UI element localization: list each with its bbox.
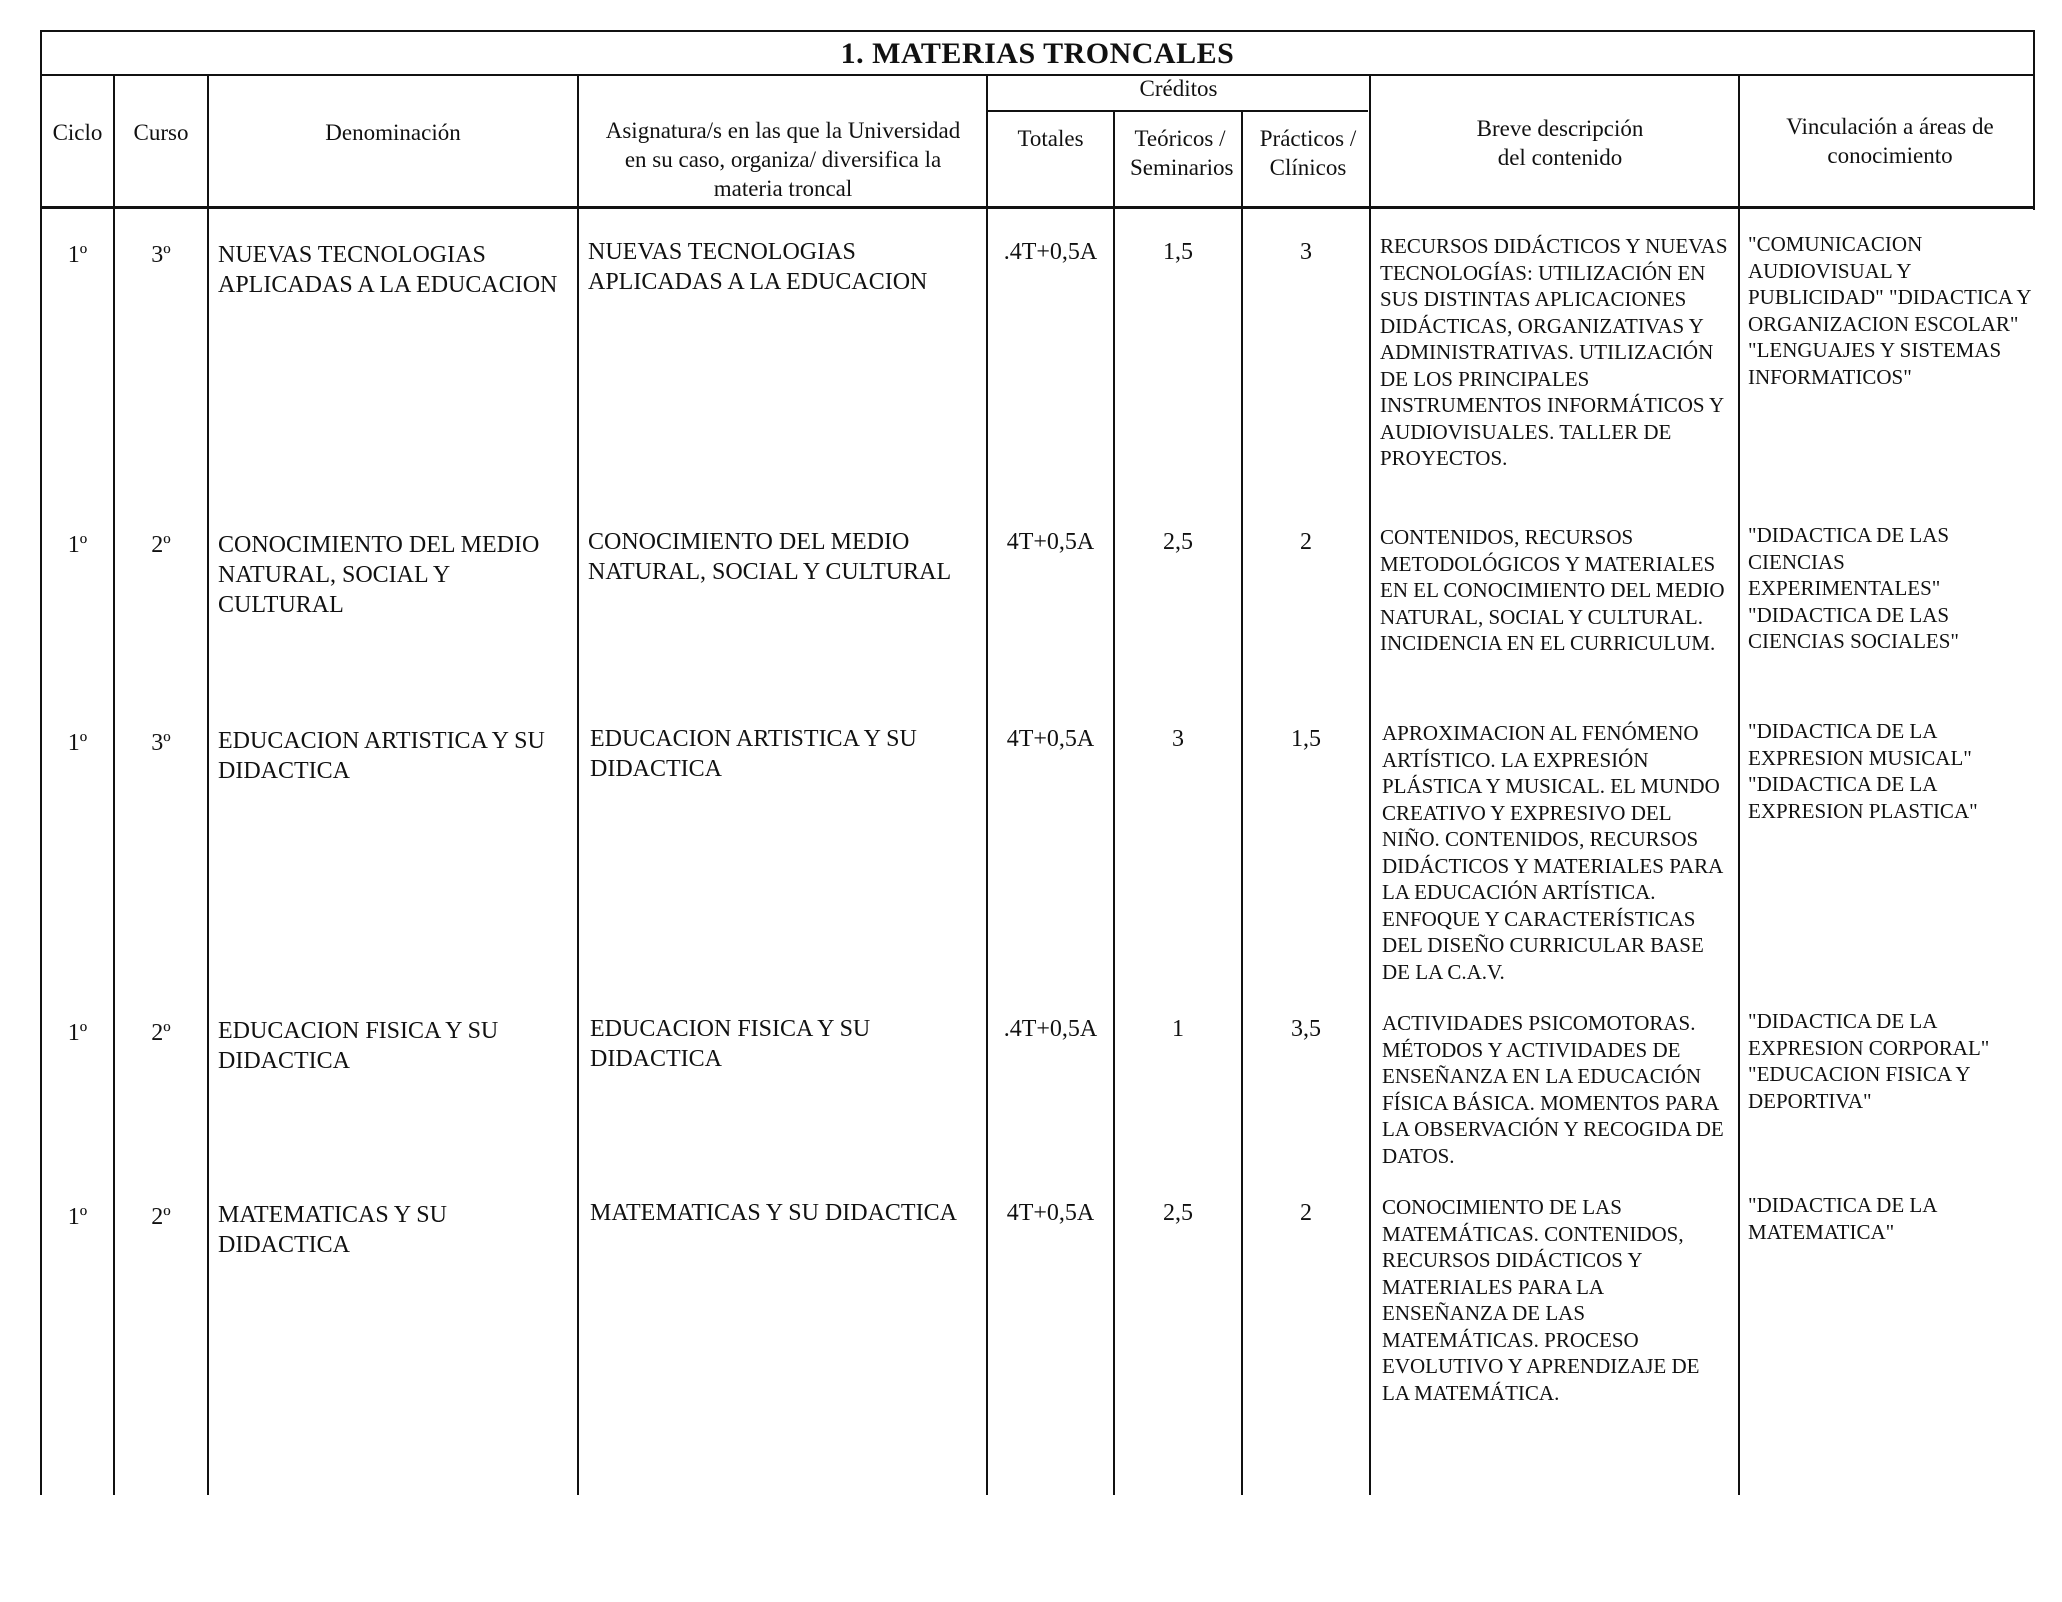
cell-totales: 4T+0,5A xyxy=(1006,726,1095,752)
cell-ciclo: 1º xyxy=(67,242,88,268)
col-border-ciclo xyxy=(113,74,115,1495)
table-top-border xyxy=(40,30,2035,32)
cell-totales: 4T+0,5A xyxy=(1006,1200,1095,1226)
col-border-totales xyxy=(1113,110,1115,1495)
cell-denominacion: EDUCACION ARTISTICA Y SU DIDACTICA xyxy=(218,728,545,784)
cell-vinculacion: "DIDACTICA DE LA EXPRESION CORPORAL" "EDUCACION FISICA Y DEPORTIVA" xyxy=(1748,1009,1990,1113)
header-asignatura: Asignatura/s en las que la Universidad en su caso, organiza/ diversifica la materia troncal xyxy=(605,118,961,201)
header-bottom-border xyxy=(40,206,2035,209)
materias-troncales-table xyxy=(40,30,2035,1495)
cell-curso: 2º xyxy=(151,1020,171,1046)
cell-ciclo: 1º xyxy=(67,1020,88,1046)
cell-descripcion: ACTIVIDADES PSICOMOTORAS. MÉTODOS Y ACTIVIDADES DE ENSEÑANZA EN LA EDUCACIÓN FÍSICA BÁSICA. MOMENTOS PARA LA OBSERVACIÓN Y RECOGIDA DE DATOS. xyxy=(1382,1011,1724,1168)
header-ciclo: Ciclo xyxy=(52,120,103,145)
header-practicos: Prácticos / Clínicos xyxy=(1259,126,1357,180)
cell-denominacion: NUEVAS TECNOLOGIAS APLICADAS A LA EDUCACION xyxy=(218,242,558,298)
cell-practicos: 1,5 xyxy=(1291,726,1321,752)
cell-descripcion: APROXIMACION AL FENÓMENO ARTÍSTICO. LA EXPRESIÓN PLÁSTICA Y MUSICAL. EL MUNDO CREATIVO Y EXPRESIVO DEL NIÑO. CONTENIDOS, RECURSOS DIDÁCTICOS Y MATERIALES PARA LA EDUCACIÓN ARTÍSTICA. ENFOQUE Y CARACTERÍSTICAS DEL DISEÑO CURRICULAR BASE DE LA C.A.V. xyxy=(1382,721,1723,984)
cell-practicos: 3 xyxy=(1300,239,1312,265)
cell-ciclo: 1º xyxy=(67,1204,88,1230)
cell-vinculacion: "DIDACTICA DE LA EXPRESION MUSICAL" "DIDACTICA DE LA EXPRESION PLASTICA" xyxy=(1748,719,1978,823)
header-creditos: Créditos xyxy=(1139,76,1218,101)
header-curso: Curso xyxy=(133,120,189,145)
header-teoricos: Teóricos / Seminarios xyxy=(1130,126,1234,180)
cell-curso: 3º xyxy=(151,730,171,756)
cell-practicos: 3,5 xyxy=(1291,1016,1321,1042)
header-totales: Totales xyxy=(1017,126,1084,151)
cell-vinculacion: "COMUNICACION AUDIOVISUAL Y PUBLICIDAD" "DIDACTICA Y ORGANIZACION ESCOLAR" "LENGUAJES Y SISTEMAS INFORMATICOS" xyxy=(1748,232,2031,389)
col-border-creditos xyxy=(1369,74,1371,1495)
cell-descripcion: RECURSOS DIDÁCTICOS Y NUEVAS TECNOLOGÍAS: UTILIZACIÓN EN SUS DISTINTAS APLICACIONES DIDÁCTICAS, ORGANIZATIVAS Y ADMINISTRATIVAS. UTILIZACIÓN DE LOS PRINCIPALES INSTRUMENTOS INFORMÁTICOS Y AUDIOVISUALES. TALLER DE PROYECTOS. xyxy=(1380,234,1728,470)
header-vinculacion: Vinculación a áreas de conocimiento xyxy=(1786,114,1994,168)
cell-totales: .4T+0,5A xyxy=(1003,239,1098,265)
header-descripcion: Breve descripción del contenido xyxy=(1476,116,1644,170)
cell-teoricos: 1 xyxy=(1172,1016,1184,1042)
cell-curso: 3º xyxy=(151,242,171,268)
cell-asignatura: EDUCACION ARTISTICA Y SU DIDACTICA xyxy=(590,726,917,782)
cell-totales: 4T+0,5A xyxy=(1006,529,1095,555)
cell-totales: .4T+0,5A xyxy=(1003,1016,1098,1042)
cell-vinculacion: "DIDACTICA DE LAS CIENCIAS EXPERIMENTALES" "DIDACTICA DE LAS CIENCIAS SOCIALES" xyxy=(1748,523,1960,653)
cell-descripcion: CONOCIMIENTO DE LAS MATEMÁTICAS. CONTENIDOS, RECURSOS DIDÁCTICOS Y MATERIALES PARA LA ENSEÑANZA DE LAS MATEMÁTICAS. PROCESO EVOLUTIVO Y APRENDIZAJE DE LA MATEMÁTICA. xyxy=(1382,1195,1700,1405)
cell-asignatura: EDUCACION FISICA Y SU DIDACTICA xyxy=(590,1016,871,1072)
cell-teoricos: 1,5 xyxy=(1163,239,1193,265)
col-border-denominacion xyxy=(577,74,579,1495)
cell-asignatura: CONOCIMIENTO DEL MEDIO NATURAL, SOCIAL Y CULTURAL xyxy=(588,529,952,585)
cell-denominacion: MATEMATICAS Y SU DIDACTICA xyxy=(218,1202,447,1258)
cell-ciclo: 1º xyxy=(67,532,88,558)
cell-ciclo: 1º xyxy=(67,730,88,756)
col-border-teoricos xyxy=(1241,110,1243,1495)
creditos-divider xyxy=(988,110,1368,112)
cell-teoricos: 2,5 xyxy=(1163,1200,1193,1226)
cell-teoricos: 3 xyxy=(1172,726,1184,752)
col-border-asignatura xyxy=(986,74,988,1495)
col-border-descripcion xyxy=(1738,74,1740,1495)
cell-asignatura: NUEVAS TECNOLOGIAS APLICADAS A LA EDUCACION xyxy=(588,239,928,295)
col-border-curso xyxy=(207,74,209,1495)
cell-curso: 2º xyxy=(151,1204,171,1230)
table-title: 1. MATERIAS TRONCALES xyxy=(840,37,1235,70)
cell-denominacion: CONOCIMIENTO DEL MEDIO NATURAL, SOCIAL Y CULTURAL xyxy=(218,532,540,618)
cell-teoricos: 2,5 xyxy=(1163,529,1193,555)
cell-practicos: 2 xyxy=(1300,529,1312,555)
cell-vinculacion: "DIDACTICA DE LA MATEMATICA" xyxy=(1748,1193,1937,1244)
header-denominacion: Denominación xyxy=(325,120,461,145)
cell-practicos: 2 xyxy=(1300,1200,1312,1226)
cell-denominacion: EDUCACION FISICA Y SU DIDACTICA xyxy=(218,1018,499,1074)
cell-descripcion: CONTENIDOS, RECURSOS METODOLÓGICOS Y MATERIALES EN EL CONOCIMIENTO DEL MEDIO NATURAL, SOCIAL Y CULTURAL. INCIDENCIA EN EL CURRICULUM. xyxy=(1380,525,1725,655)
cell-asignatura: MATEMATICAS Y SU DIDACTICA xyxy=(590,1200,957,1226)
cell-curso: 2º xyxy=(151,532,171,558)
